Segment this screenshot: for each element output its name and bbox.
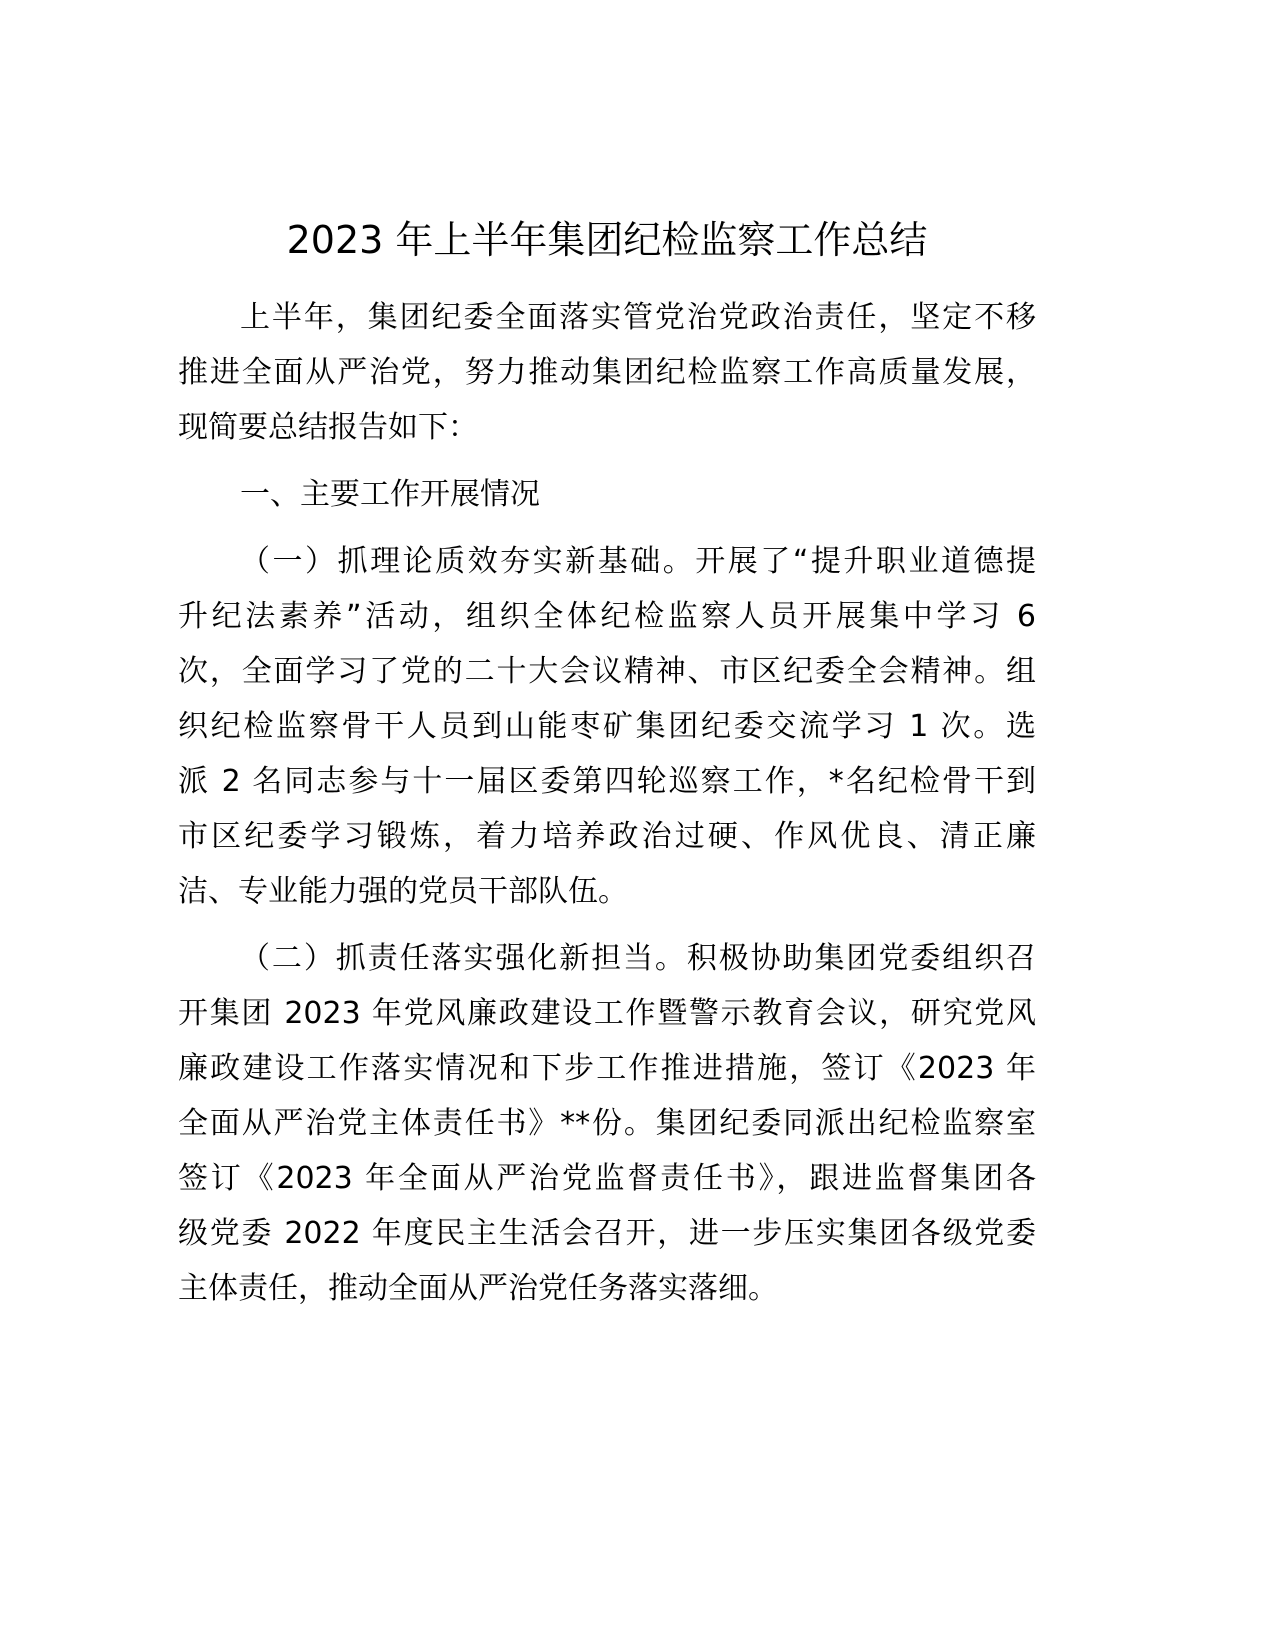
subsection-2-paragraph (178, 931, 1036, 1316)
text-line: （一）抓理论质效夯实新基础。开展了“提升职业道德提 (240, 544, 1036, 579)
text-line: 主体责任，推动全面从严治党任务落实落细。 (178, 1271, 778, 1306)
text-line: 级党委 2022 年度民主生活会召开，进一步压实集团各级党委 (178, 1216, 1036, 1251)
text-line: 市区纪委学习锻炼，着力培养政治过硬、作风优良、清正廉 (178, 819, 1036, 854)
text-line: 廉政建设工作落实情况和下步工作推进措施，签订《2023 年 (178, 1051, 1036, 1086)
text-line: 签订《2023 年全面从严治党监督责任书》，跟进监督集团各 (178, 1161, 1036, 1196)
text-line: 派 2 名同志参与十一届区委第四轮巡察工作，*名纪检骨干到 (178, 764, 1036, 799)
section-heading: 一、主要工作开展情况 (240, 477, 540, 512)
text-line: 现简要总结报告如下： (178, 410, 478, 445)
text-line: 次，全面学习了党的二十大会议精神、市区纪委全会精神。组 (178, 654, 1036, 689)
text-line: 上半年，集团纪委全面落实管党治党政治责任，坚定不移 (240, 300, 1036, 335)
text-line: （二）抓责任落实强化新担当。积极协助集团党委组织召 (240, 941, 1036, 976)
spacer (178, 522, 1036, 534)
text-line: 洁、专业能力强的党员干部队伍。 (178, 874, 628, 909)
text-line: 开集团 2023 年党风廉政建设工作暨警示教育会议，研究党风 (178, 996, 1036, 1031)
spacer (178, 455, 1036, 467)
text-line: 推进全面从严治党，努力推动集团纪检监察工作高质量发展， (178, 355, 1036, 390)
document-page (178, 210, 1036, 1316)
text-line: 全面从严治党主体责任书》**份。集团纪委同派出纪检监察室 (178, 1106, 1036, 1141)
text-line: 织纪检监察骨干人员到山能枣矿集团纪委交流学习 1 次。选 (178, 709, 1036, 744)
intro-paragraph (178, 290, 1036, 455)
text-line: 升纪法素养”活动，组织全体纪检监察人员开展集中学习 6 (178, 599, 1036, 634)
document-title: 2023 年上半年集团纪检监察工作总结 (286, 218, 928, 262)
subsection-1-paragraph (178, 534, 1036, 919)
spacer (178, 919, 1036, 931)
